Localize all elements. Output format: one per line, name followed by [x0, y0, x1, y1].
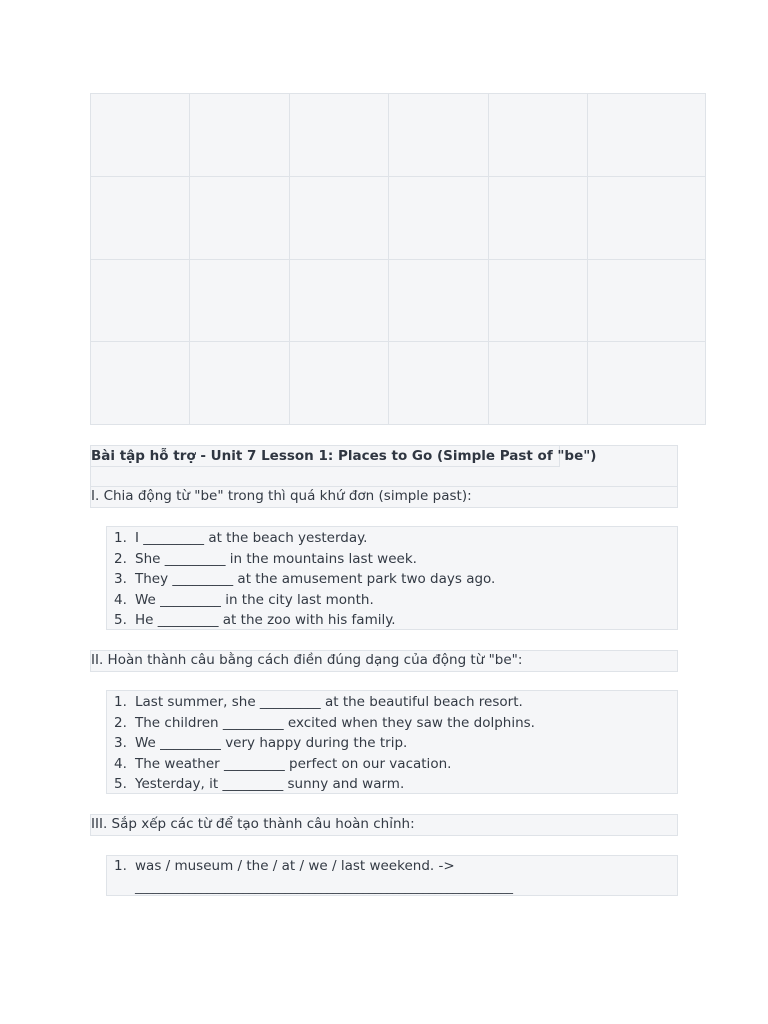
table-cell [588, 259, 706, 342]
item-text: He _________ at the zoo with his family. [135, 612, 396, 629]
item-text: Yesterday, it _________ sunny and warm. [135, 776, 405, 793]
table-cell [289, 259, 388, 342]
section-2-heading: II. Hoàn thành câu bằng cách điền đúng dạng của động từ "be": [91, 652, 523, 668]
item-text: We _________ in the city last month. [135, 591, 374, 608]
item-text: The weather _________ perfect on our vacation. [135, 755, 452, 772]
list-item [107, 774, 677, 795]
table-cell [588, 342, 706, 425]
page-title: Bài tập hỗ trợ - Unit 7 Lesson 1: Places to Go (Simple Past of "be") [91, 448, 597, 464]
section-3-heading: III. Sắp xếp các từ để tạo thành câu hoàn chỉnh: [91, 816, 415, 832]
item-text: I _________ at the beach yesterday. [135, 530, 368, 546]
list-item [107, 856, 677, 877]
table-cell [588, 176, 706, 259]
table-cell [91, 259, 190, 342]
item-number: 3. [114, 735, 127, 752]
table-cell [289, 176, 388, 259]
list-item [107, 733, 677, 754]
list-item [107, 692, 677, 713]
table-row [91, 342, 706, 425]
table-row [91, 94, 706, 177]
table-cell [190, 342, 289, 425]
list-item [107, 569, 677, 590]
table-cell [91, 176, 190, 259]
item-number: 4. [114, 755, 127, 772]
item-number: 4. [114, 591, 127, 608]
table-cell [190, 94, 289, 177]
table-row [91, 176, 706, 259]
table-cell [488, 342, 587, 425]
item-number: 5. [114, 776, 127, 793]
list-item [107, 528, 677, 549]
table-cell [488, 94, 587, 177]
list-item [107, 549, 677, 570]
item-text: was / museum / the / at / we / last weekend. -> [135, 858, 455, 874]
list-item [107, 713, 677, 734]
table-cell [389, 259, 488, 342]
section-3-list [106, 855, 678, 896]
table-cell [91, 94, 190, 177]
item-number: 1. [114, 694, 127, 710]
table-cell [389, 176, 488, 259]
section-1-list [106, 526, 678, 630]
table-cell [190, 176, 289, 259]
item-text: They _________ at the amusement park two days ago. [135, 571, 496, 588]
item-number: 1. [114, 858, 127, 874]
table-cell [289, 342, 388, 425]
table-cell [190, 259, 289, 342]
table-cell [289, 94, 388, 177]
table-cell [389, 94, 488, 177]
table-cell [488, 259, 587, 342]
item-text: We _________ very happy during the trip. [135, 735, 408, 752]
item-number: 2. [114, 714, 127, 731]
list-item [107, 610, 677, 631]
section-1-heading: I. Chia động từ "be" trong thì quá khứ đơn (simple past): [91, 488, 472, 504]
table-cell [488, 176, 587, 259]
empty-grid-table [90, 93, 706, 425]
item-text: The children _________ excited when they saw the dolphins. [135, 714, 535, 731]
table-cell [588, 94, 706, 177]
item-number: 2. [114, 550, 127, 567]
item-number: 3. [114, 571, 127, 588]
list-item [107, 590, 677, 611]
table-row [91, 259, 706, 342]
answer-line: _______________________________________________________________ [135, 879, 513, 894]
table-cell [91, 342, 190, 425]
item-text: She _________ in the mountains last week. [135, 550, 417, 567]
table-cell [389, 342, 488, 425]
answer-line-item [107, 877, 677, 898]
list-item [107, 754, 677, 775]
item-number: 5. [114, 612, 127, 629]
item-text: Last summer, she _________ at the beautiful beach resort. [135, 694, 523, 710]
item-number: 1. [114, 530, 127, 546]
section-2-list [106, 690, 678, 794]
